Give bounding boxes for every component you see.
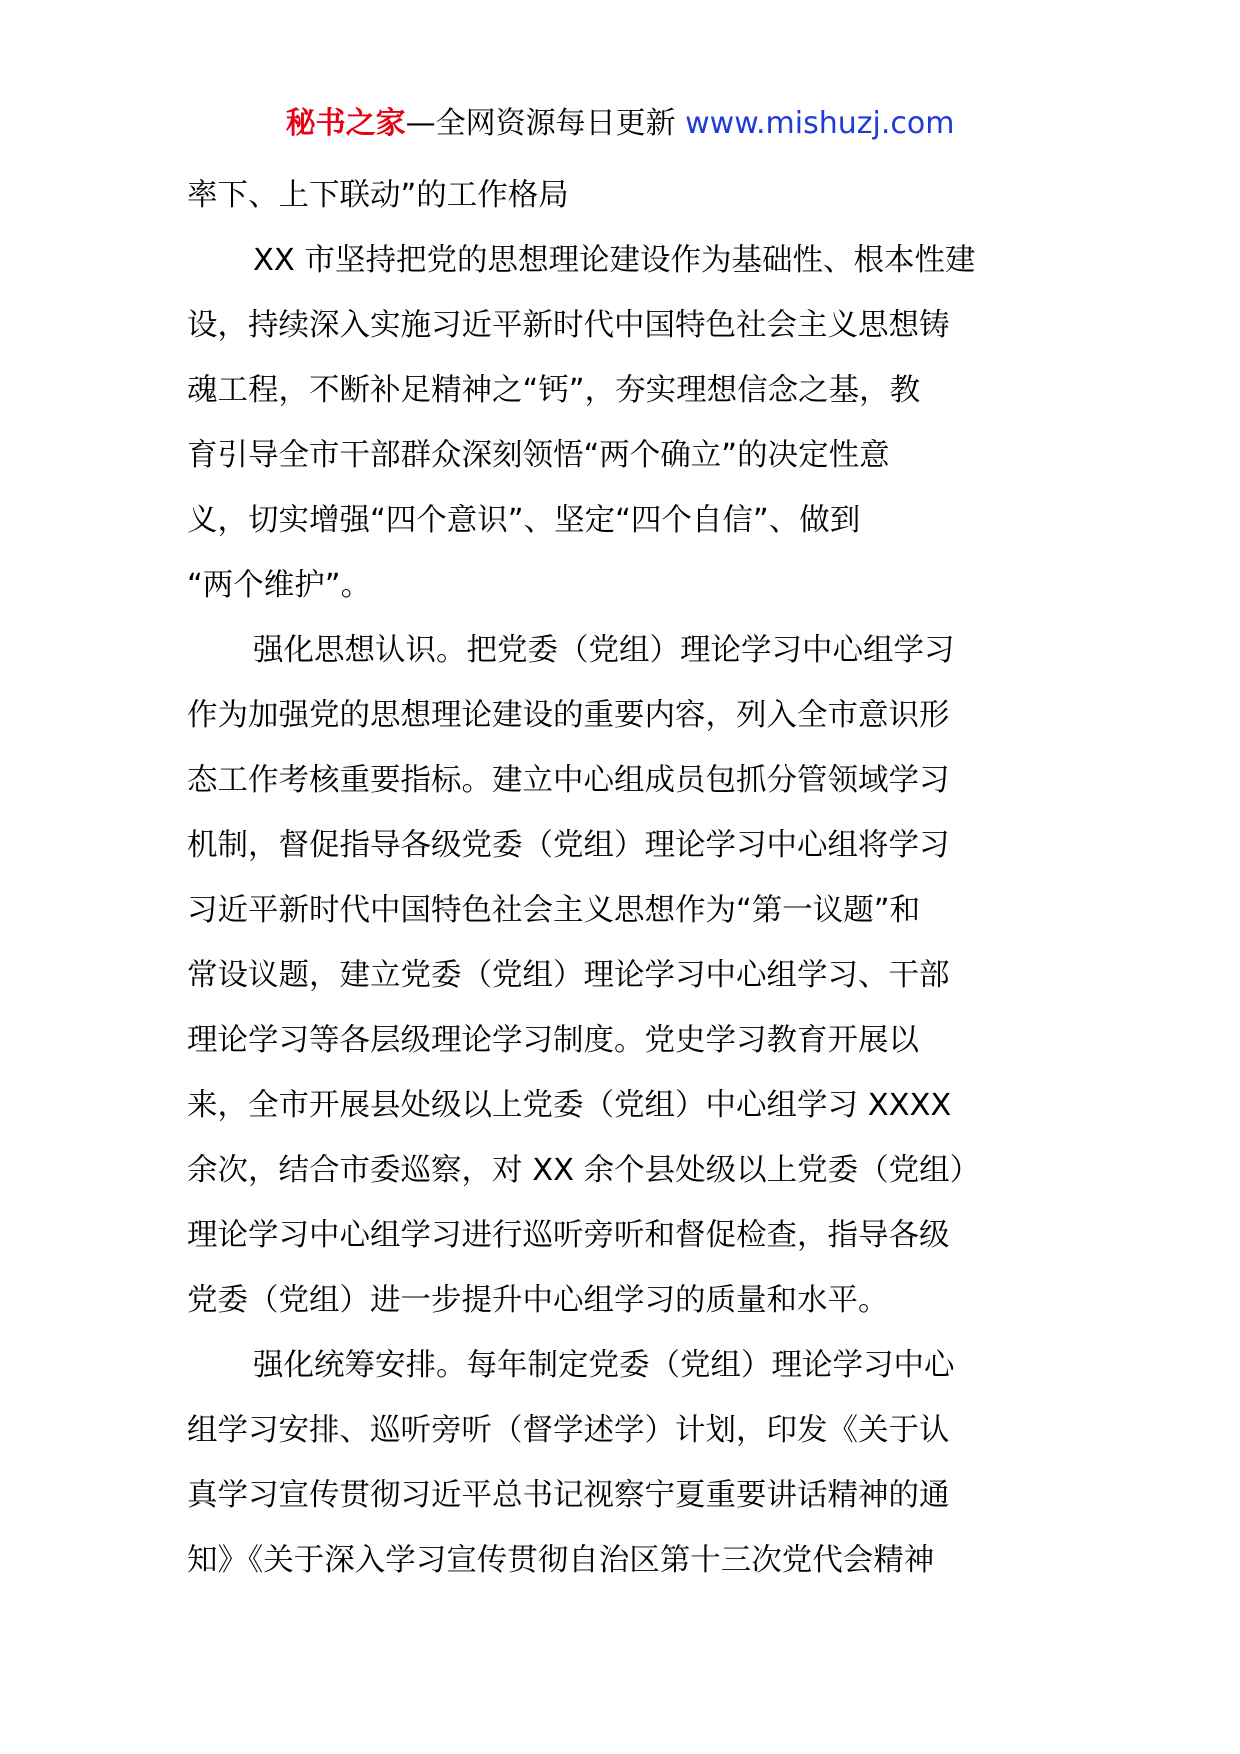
text-line: 余次，结合市委巡察，对 XX 余个县处级以上党委（党组）	[187, 1153, 981, 1188]
text-line: 育引导全市干部群众深刻领悟“两个确立”的决定性意	[187, 438, 890, 473]
text-line: 习近平新时代中国特色社会主义思想作为“第一议题”和	[187, 893, 921, 928]
site-tagline: —全网资源每日更新	[405, 106, 686, 141]
site-url-link[interactable]: www.mishuzj.com	[685, 106, 955, 141]
text-line: 常设议题，建立党委（党组）理论学习中心组学习、干部	[187, 958, 950, 993]
text-line: 真学习宣传贯彻习近平总书记视察宁夏重要讲话精神的通	[187, 1478, 950, 1513]
text-line: 魂工程，不断补足精神之“钙”，夯实理想信念之基，教	[187, 373, 921, 408]
text-line: 机制，督促指导各级党委（党组）理论学习中心组将学习	[187, 828, 950, 863]
text-line: 党委（党组）进一步提升中心组学习的质量和水平。	[187, 1283, 889, 1318]
text-line: 知》《关于深入学习宣传贯彻自治区第十三次党代会精神	[187, 1543, 935, 1578]
text-line: 义，切实增强“四个意识”、坚定“四个自信”、做到	[187, 503, 861, 538]
text-line: 作为加强党的思想理论建设的重要内容，列入全市意识形	[187, 698, 950, 733]
site-brand: 秘书之家	[285, 106, 406, 141]
text-line: 率下、上下联动”的工作格局	[187, 178, 569, 213]
site-header	[0, 102, 1240, 146]
text-line: 组学习安排、巡听旁听（督学述学）计划，印发《关于认	[187, 1413, 950, 1448]
text-line: 设，持续深入实施习近平新时代中国特色社会主义思想铸	[187, 308, 950, 343]
document-body	[187, 163, 1053, 1593]
text-line: 理论学习等各层级理论学习制度。党史学习教育开展以	[187, 1023, 919, 1058]
paragraph-start-line: 强化思想认识。把党委（党组）理论学习中心组学习	[253, 633, 955, 668]
paragraph-start-line: 强化统筹安排。每年制定党委（党组）理论学习中心	[253, 1348, 955, 1383]
text-line: “两个维护”。	[187, 568, 372, 603]
text-line: 态工作考核重要指标。建立中心组成员包抓分管领域学习	[187, 763, 950, 798]
text-line: 理论学习中心组学习进行巡听旁听和督促检查，指导各级	[187, 1218, 950, 1253]
paragraph-start-line: XX 市坚持把党的思想理论建设作为基础性、根本性建	[253, 243, 976, 278]
text-line: 来，全市开展县处级以上党委（党组）中心组学习 XXXX	[187, 1088, 952, 1123]
